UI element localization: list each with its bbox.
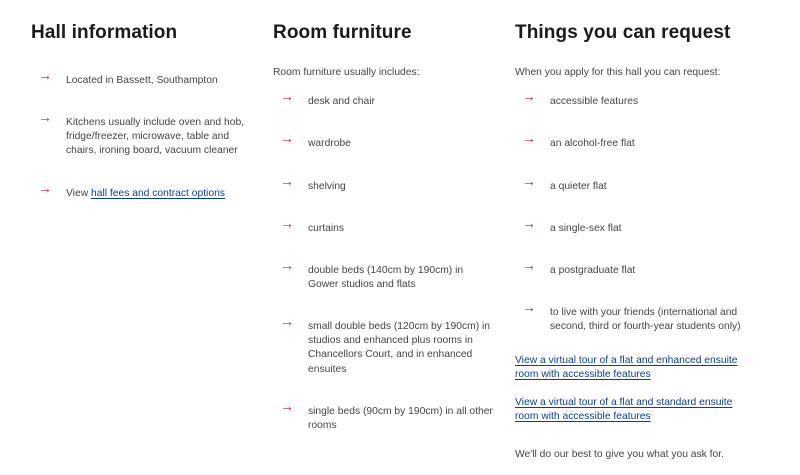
list-item: → curtains xyxy=(280,215,345,234)
room-furniture-heading: Room furniture xyxy=(273,22,412,43)
list-item: → a quieter flat xyxy=(522,173,607,192)
arrow-right-icon: → xyxy=(280,130,294,146)
arrow-right-icon: → xyxy=(522,173,536,189)
list-item: → shelving xyxy=(280,173,346,192)
list-item: → a postgraduate flat xyxy=(522,257,636,276)
requests-closing-note: We'll do our best to give you what you ask for. xyxy=(515,449,724,461)
arrow-right-icon: → xyxy=(522,88,536,104)
hall-information-heading: Hall information xyxy=(31,22,178,43)
arrow-right-icon: → xyxy=(38,180,52,196)
list-item: → desk and chair xyxy=(280,88,375,107)
arrow-right-icon: → xyxy=(38,109,52,125)
list-item: → View hall fees and contract options xyxy=(38,180,225,199)
list-item: → a single-sex flat xyxy=(522,215,622,234)
list-item: → Located in Bassett, Southampton xyxy=(38,67,218,86)
requests-intro: When you apply for this hall you can request: xyxy=(515,67,721,78)
arrow-right-icon: → xyxy=(522,215,536,231)
arrow-right-icon: → xyxy=(522,257,536,273)
arrow-right-icon: → xyxy=(280,313,294,329)
arrow-right-icon: → xyxy=(280,88,294,104)
arrow-right-icon: → xyxy=(522,130,536,146)
virtual-tour-standard-link[interactable]: View a virtual tour of a flat and standard ensuite room with accessible features xyxy=(515,397,733,423)
list-item: → to live with your friends (international and second, third or fourth-year students only) xyxy=(522,299,741,333)
room-furniture-intro: Room furniture usually includes: xyxy=(273,67,420,78)
requests-heading: Things you can request xyxy=(515,22,731,43)
list-item: → an alcohol-free flat xyxy=(522,130,635,149)
arrow-right-icon: → xyxy=(280,257,294,273)
arrow-right-icon: → xyxy=(38,67,52,83)
arrow-right-icon: → xyxy=(522,299,536,315)
list-item: → single beds (90cm by 190cm) in all other rooms xyxy=(280,398,493,432)
list-item: → double beds (140cm by 190cm) in Gower studios and flats xyxy=(280,257,464,291)
arrow-right-icon: → xyxy=(280,215,294,231)
arrow-right-icon: → xyxy=(280,398,294,414)
list-item: → accessible features xyxy=(522,88,639,107)
list-item: → small double beds (120cm by 190cm) in studios and enhanced plus rooms in Chancellors Court, and in enhanced ensuites xyxy=(280,313,491,375)
list-item: → wardrobe xyxy=(280,130,351,149)
list-item: → Kitchens usually include oven and hob, fridge/freezer, microwave, table and chairs, ironing board, vacuum cleaner xyxy=(38,109,245,157)
hall-fees-link[interactable]: hall fees and contract options xyxy=(91,188,225,199)
arrow-right-icon: → xyxy=(280,173,294,189)
virtual-tour-enhanced-link[interactable]: View a virtual tour of a flat and enhanced ensuite room with accessible features xyxy=(515,355,738,381)
